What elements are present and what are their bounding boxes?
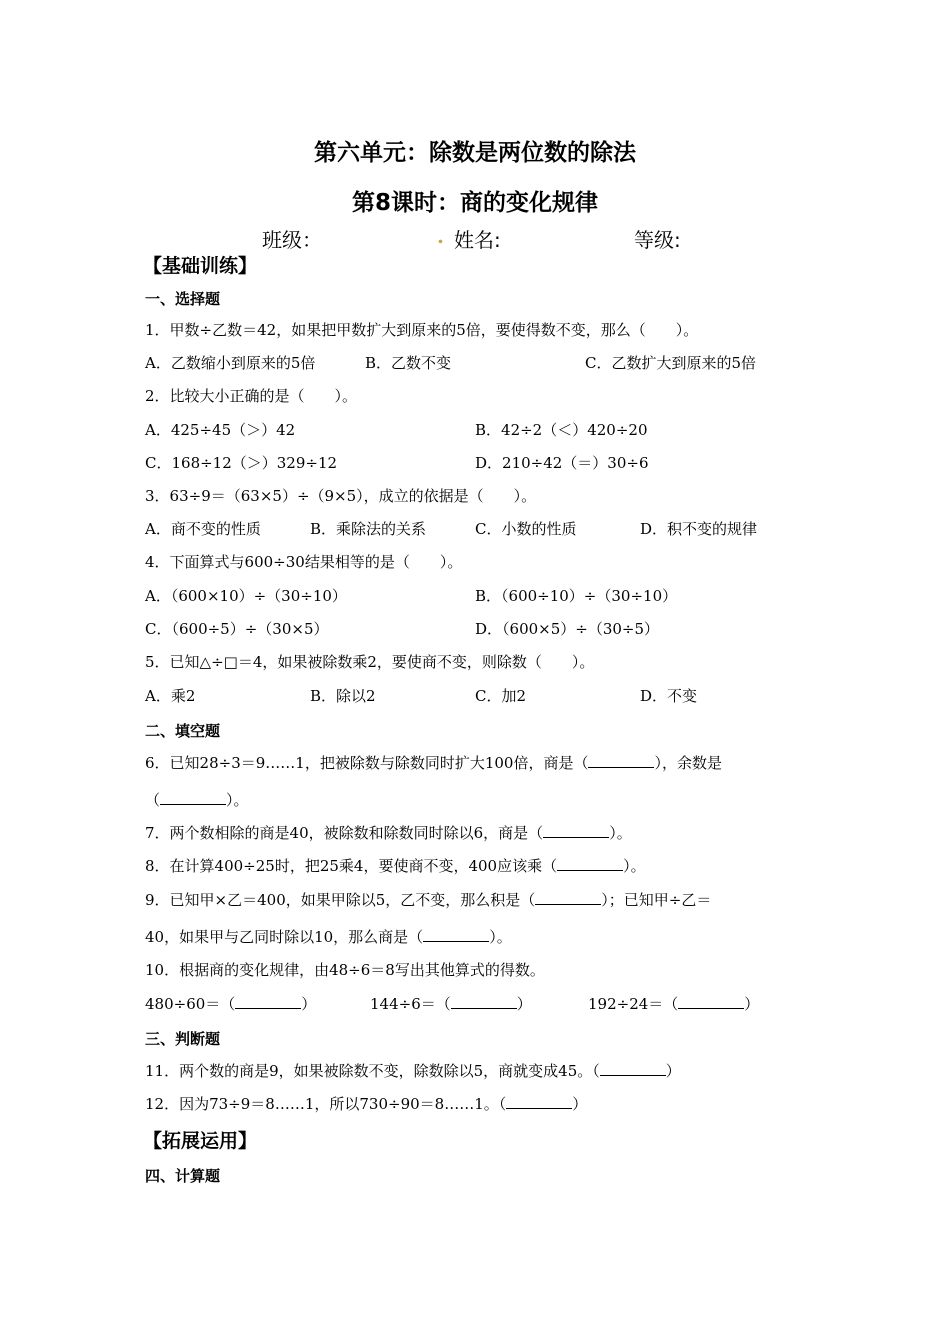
q2-stem: 2．比较大小正确的是（ ）。 xyxy=(145,387,358,405)
q1-stem: 1．甲数÷乙数＝42，如果把甲数扩大到原来的5倍，要使得数不变，那么（ ）。 xyxy=(145,321,699,339)
q6-line1 xyxy=(145,753,722,773)
decorative-dot: . xyxy=(437,224,444,248)
q9-blank-quotient[interactable] xyxy=(423,927,489,942)
q7-line xyxy=(145,823,632,843)
q10-stem: 10．根据商的变化规律，由48÷6＝8写出其他算式的得数。 xyxy=(145,961,545,979)
q5-option-a: A．乘2 xyxy=(145,687,196,705)
q5-option-c: C．加2 xyxy=(475,687,527,705)
q10-expr1-close: ） xyxy=(301,995,317,1013)
q11-text2: ） xyxy=(665,1062,681,1080)
q8-text2: ）。 xyxy=(623,857,646,875)
q10-expr3 xyxy=(588,994,759,1014)
q5-option-b: B．除以2 xyxy=(310,687,376,705)
q10-blank1[interactable] xyxy=(235,994,301,1009)
q9-text4: ）。 xyxy=(489,928,512,946)
q4-option-b: B．（600÷10）÷（30÷10） xyxy=(475,587,678,605)
q11-text1: 11．两个数的商是9，如果被除数不变，除数除以5，商就变成45。（ xyxy=(145,1062,600,1080)
q7-blank[interactable] xyxy=(543,823,609,838)
q12-text2: ） xyxy=(572,1095,588,1113)
section-basic-training: 【基础训练】 xyxy=(143,255,258,277)
q6-line2 xyxy=(145,790,249,810)
q12-line xyxy=(145,1094,587,1114)
q4-option-c: C．（600÷5）÷（30×5） xyxy=(145,620,329,638)
part-choice-title: 一、选择题 xyxy=(145,290,221,308)
q10-expr2-close: ） xyxy=(516,995,532,1013)
q6-text4: ）。 xyxy=(226,791,249,809)
q9-line2 xyxy=(145,927,512,947)
q6-text2: ），余数是 xyxy=(654,754,722,772)
q5-stem: 5．已知△÷□＝4，如果被除数乘2，要使商不变，则除数（ ）。 xyxy=(145,653,595,671)
q2-option-a: A．425÷45（＞）42 xyxy=(145,421,296,439)
q3-option-b: B．乘除法的关系 xyxy=(310,520,427,538)
part-calc-title: 四、计算题 xyxy=(145,1167,221,1185)
q8-blank[interactable] xyxy=(557,856,623,871)
q9-text1: 9．已知甲×乙＝400，如果甲除以5，乙不变，那么积是（ xyxy=(145,891,536,909)
q10-expr3-close: ） xyxy=(744,995,760,1013)
q12-blank[interactable] xyxy=(506,1094,572,1109)
q10-expr3-text: 192÷24＝（ xyxy=(588,995,679,1013)
part-fill-title: 二、填空题 xyxy=(145,722,221,740)
q3-stem: 3．63÷9＝（63×5）÷（9×5），成立的依据是（ ）。 xyxy=(145,487,537,505)
q6-text1: 6．已知28÷3＝9……1，把被除数与除数同时扩大100倍，商是（ xyxy=(145,754,589,772)
q12-text1: 12．因为73÷9＝8……1，所以730÷90＝8……1。（ xyxy=(145,1095,507,1113)
q11-line xyxy=(145,1061,681,1081)
part-judge-title: 三、判断题 xyxy=(145,1030,221,1048)
q10-expr2-text: 144÷6＝（ xyxy=(370,995,451,1013)
name-label: 姓名: xyxy=(454,228,501,252)
q9-text2: ）；已知甲÷乙＝ xyxy=(601,891,712,909)
q11-blank[interactable] xyxy=(600,1061,666,1076)
q3-option-d: D．积不变的规律 xyxy=(640,520,758,538)
q9-blank-product[interactable] xyxy=(535,890,601,905)
q7-text1: 7．两个数相除的商是40，被除数和除数同时除以6，商是（ xyxy=(145,824,544,842)
q5-option-d: D．不变 xyxy=(640,687,698,705)
q4-option-a: A．（600×10）÷（30÷10） xyxy=(145,587,347,605)
grade-label: 等级: xyxy=(634,228,681,252)
q3-option-a: A．商不变的性质 xyxy=(145,520,261,538)
q4-stem: 4．下面算式与600÷30结果相等的是（ ）。 xyxy=(145,553,463,571)
q2-option-c: C．168÷12（＞）329÷12 xyxy=(145,454,338,472)
q4-option-d: D．（600×5）÷（30÷5） xyxy=(475,620,660,638)
q7-text2: ）。 xyxy=(609,824,632,842)
q9-text3: 40，如果甲与乙同时除以10，那么商是（ xyxy=(145,928,424,946)
section-extended-application: 【拓展运用】 xyxy=(143,1130,258,1152)
class-label: 班级： xyxy=(262,228,322,252)
q2-option-b: B．42÷2（＜）420÷20 xyxy=(475,421,648,439)
q10-blank3[interactable] xyxy=(678,994,744,1009)
q6-text3: （ xyxy=(145,791,161,809)
q10-expr1-text: 480÷60＝（ xyxy=(145,995,236,1013)
q8-line xyxy=(145,856,646,876)
q10-expr1 xyxy=(145,994,316,1014)
q6-blank-remainder[interactable] xyxy=(160,790,226,805)
q1-option-b: B．乙数不变 xyxy=(365,354,452,372)
q10-expr2 xyxy=(370,994,532,1014)
q3-option-c: C．小数的性质 xyxy=(475,520,577,538)
q1-option-c: C．乙数扩大到原来的5倍 xyxy=(585,354,757,372)
q9-line1 xyxy=(145,890,711,910)
q8-text1: 8．在计算400÷25时，把25乘4，要使商不变，400应该乘（ xyxy=(145,857,558,875)
q6-blank-quotient[interactable] xyxy=(588,753,654,768)
q1-option-a: A．乙数缩小到原来的5倍 xyxy=(145,354,316,372)
q10-blank2[interactable] xyxy=(451,994,517,1009)
unit-title: 第六单元：除数是两位数的除法 xyxy=(314,140,636,166)
lesson-title: 第8课时：商的变化规律 xyxy=(351,190,598,216)
q2-option-d: D．210÷42（＝）30÷6 xyxy=(475,454,649,472)
